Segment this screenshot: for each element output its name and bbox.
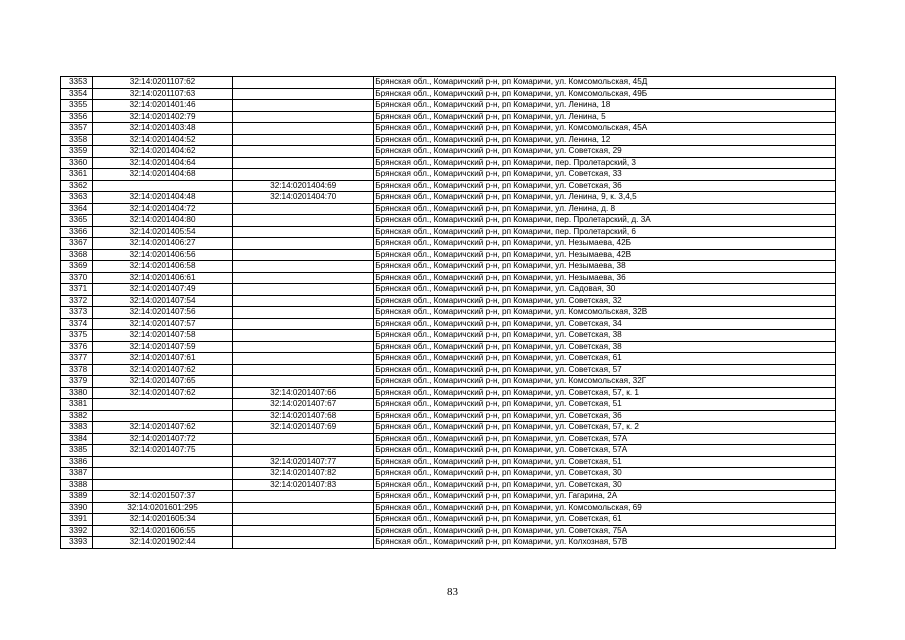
cadastral-number-cell: 32:14:0201401:46: [92, 100, 232, 112]
page-number: 83: [447, 586, 458, 598]
table-row: [61, 525, 836, 537]
related-cadastral-number-cell: 32:14:0201404:70: [233, 192, 374, 204]
row-number-cell: 3370: [61, 272, 93, 284]
address-cell: Брянская обл., Комаричский р-н, рп Комаричи, ул. Ленина, 9, к. 3,4,5: [374, 192, 836, 204]
cadastral-number-cell: 32:14:0201403:48: [92, 123, 232, 135]
related-cadastral-number-cell: [233, 272, 374, 284]
row-number-cell: 3381: [61, 399, 93, 411]
table-row: [61, 502, 836, 514]
address-cell: Брянская обл., Комаричский р-н, рп Комаричи, ул. Советская, 29: [374, 146, 836, 158]
related-cadastral-number-cell: [233, 226, 374, 238]
cadastral-number-cell: 32:14:0201405:54: [92, 226, 232, 238]
table-row: [61, 330, 836, 342]
row-number-cell: 3390: [61, 502, 93, 514]
address-cell: Брянская обл., Комаричский р-н, рп Комаричи, ул. Незымаева, 42Б: [374, 238, 836, 250]
row-number-cell: 3369: [61, 261, 93, 273]
related-cadastral-number-cell: [233, 284, 374, 296]
table-row: [61, 215, 836, 227]
row-number-cell: 3357: [61, 123, 93, 135]
related-cadastral-number-cell: [233, 445, 374, 457]
related-cadastral-number-cell: 32:14:0201407:68: [233, 410, 374, 422]
cadastral-number-cell: 32:14:0201407:58: [92, 330, 232, 342]
related-cadastral-number-cell: [233, 111, 374, 123]
address-cell: Брянская обл., Комаричский р-н, рп Комаричи, ул. Советская, 61: [374, 353, 836, 365]
related-cadastral-number-cell: [233, 146, 374, 158]
cadastral-number-cell: [92, 180, 232, 192]
table-row: [61, 353, 836, 365]
cadastral-number-cell: 32:14:0201601:295: [92, 502, 232, 514]
table-row: [61, 295, 836, 307]
row-number-cell: 3380: [61, 387, 93, 399]
table-row: [61, 146, 836, 158]
table-row: [61, 238, 836, 250]
row-number-cell: 3372: [61, 295, 93, 307]
related-cadastral-number-cell: [233, 364, 374, 376]
cadastral-number-cell: [92, 456, 232, 468]
address-cell: Брянская обл., Комаричский р-н, рп Комаричи, ул. Советская, 75А: [374, 525, 836, 537]
table-row: [61, 341, 836, 353]
table-row: [61, 134, 836, 146]
table-row: [61, 111, 836, 123]
table-row: [61, 537, 836, 549]
table-row: [61, 226, 836, 238]
cadastral-number-cell: 32:14:0201407:59: [92, 341, 232, 353]
row-number-cell: 3382: [61, 410, 93, 422]
address-cell: Брянская обл., Комаричский р-н, рп Комаричи, ул. Комсомольская, 32Г: [374, 376, 836, 388]
row-number-cell: 3353: [61, 77, 93, 89]
cadastral-number-cell: [92, 399, 232, 411]
related-cadastral-number-cell: [233, 203, 374, 215]
address-cell: Брянская обл., Комаричский р-н, рп Комаричи, ул. Советская, 32: [374, 295, 836, 307]
table-row: [61, 203, 836, 215]
table-row: [61, 456, 836, 468]
related-cadastral-number-cell: [233, 261, 374, 273]
row-number-cell: 3389: [61, 491, 93, 503]
address-cell: Брянская обл., Комаричский р-н, рп Комаричи, ул. Комсомольская, 49Б: [374, 88, 836, 100]
row-number-cell: 3365: [61, 215, 93, 227]
address-cell: Брянская обл., Комаричский р-н, рп Комаричи, ул. Советская, 38: [374, 341, 836, 353]
related-cadastral-number-cell: [233, 514, 374, 526]
table-row: [61, 180, 836, 192]
row-number-cell: 3361: [61, 169, 93, 181]
table-row: [61, 376, 836, 388]
row-number-cell: 3384: [61, 433, 93, 445]
table-row: [61, 123, 836, 135]
address-cell: Брянская обл., Комаричский р-н, рп Комаричи, ул. Садовая, 30: [374, 284, 836, 296]
cadastral-number-cell: 32:14:0201407:62: [92, 422, 232, 434]
cadastral-number-cell: 32:14:0201404:64: [92, 157, 232, 169]
row-number-cell: 3360: [61, 157, 93, 169]
address-cell: Брянская обл., Комаричский р-н, рп Комаричи, ул. Советская, 51: [374, 399, 836, 411]
address-cell: Брянская обл., Комаричский р-н, рп Комаричи, ул. Ленина, 12: [374, 134, 836, 146]
related-cadastral-number-cell: [233, 295, 374, 307]
cadastral-number-cell: 32:14:0201407:56: [92, 307, 232, 319]
table-row: [61, 410, 836, 422]
address-cell: Брянская обл., Комаричский р-н, рп Комаричи, ул. Комсомольская, 45А: [374, 123, 836, 135]
related-cadastral-number-cell: [233, 376, 374, 388]
cadastral-number-cell: 32:14:0201407:72: [92, 433, 232, 445]
address-cell: Брянская обл., Комаричский р-н, рп Комаричи, ул. Советская, 30: [374, 468, 836, 480]
related-cadastral-number-cell: [233, 77, 374, 89]
row-number-cell: 3355: [61, 100, 93, 112]
registry-table: [60, 76, 836, 549]
address-cell: Брянская обл., Комаричский р-н, рп Комаричи, ул. Советская, 57, к. 2: [374, 422, 836, 434]
related-cadastral-number-cell: [233, 100, 374, 112]
table-row: [61, 422, 836, 434]
address-cell: Брянская обл., Комаричский р-н, рп Комаричи, ул. Незымаева, 38: [374, 261, 836, 273]
row-number-cell: 3366: [61, 226, 93, 238]
cadastral-number-cell: 32:14:0201402:79: [92, 111, 232, 123]
cadastral-number-cell: [92, 410, 232, 422]
related-cadastral-number-cell: 32:14:0201407:69: [233, 422, 374, 434]
row-number-cell: 3363: [61, 192, 93, 204]
table-row: [61, 468, 836, 480]
table-row: [61, 445, 836, 457]
address-cell: Брянская обл., Комаричский р-н, рп Комаричи, ул. Ленина, 5: [374, 111, 836, 123]
address-cell: Брянская обл., Комаричский р-н, рп Комаричи, ул. Незымаева, 42В: [374, 249, 836, 261]
table-row: [61, 307, 836, 319]
cadastral-number-cell: 32:14:0201407:57: [92, 318, 232, 330]
row-number-cell: 3358: [61, 134, 93, 146]
cadastral-number-cell: 32:14:0201107:63: [92, 88, 232, 100]
address-cell: Брянская обл., Комаричский р-н, рп Комаричи, ул. Комсомольская, 32В: [374, 307, 836, 319]
related-cadastral-number-cell: [233, 215, 374, 227]
table-row: [61, 272, 836, 284]
cadastral-number-cell: [92, 468, 232, 480]
row-number-cell: 3374: [61, 318, 93, 330]
related-cadastral-number-cell: [233, 238, 374, 250]
row-number-cell: 3359: [61, 146, 93, 158]
cadastral-number-cell: 32:14:0201107:62: [92, 77, 232, 89]
cadastral-number-cell: 32:14:0201404:48: [92, 192, 232, 204]
cadastral-number-cell: 32:14:0201407:61: [92, 353, 232, 365]
row-number-cell: 3387: [61, 468, 93, 480]
table-row: [61, 284, 836, 296]
table-row: [61, 399, 836, 411]
row-number-cell: 3379: [61, 376, 93, 388]
table-row: [61, 169, 836, 181]
related-cadastral-number-cell: [233, 341, 374, 353]
cadastral-number-cell: [92, 479, 232, 491]
row-number-cell: 3354: [61, 88, 93, 100]
address-cell: Брянская обл., Комаричский р-н, рп Комаричи, ул. Незымаева, 36: [374, 272, 836, 284]
address-cell: Брянская обл., Комаричский р-н, рп Комаричи, ул. Советская, 57: [374, 364, 836, 376]
address-cell: Брянская обл., Комаричский р-н, рп Комаричи, ул. Комсомольская, 45Д: [374, 77, 836, 89]
related-cadastral-number-cell: 32:14:0201407:77: [233, 456, 374, 468]
address-cell: Брянская обл., Комаричский р-н, рп Комаричи, ул. Советская, 57А: [374, 433, 836, 445]
row-number-cell: 3362: [61, 180, 93, 192]
related-cadastral-number-cell: [233, 307, 374, 319]
address-cell: Брянская обл., Комаричский р-н, рп Комаричи, ул. Советская, 34: [374, 318, 836, 330]
related-cadastral-number-cell: [233, 537, 374, 549]
cadastral-number-cell: 32:14:0201605:34: [92, 514, 232, 526]
cadastral-number-cell: 32:14:0201407:62: [92, 387, 232, 399]
cadastral-number-cell: 32:14:0201407:65: [92, 376, 232, 388]
cadastral-number-cell: 32:14:0201404:62: [92, 146, 232, 158]
table-row: [61, 491, 836, 503]
table-row: [61, 77, 836, 89]
address-cell: Брянская обл., Комаричский р-н, рп Комаричи, ул. Колхозная, 57В: [374, 537, 836, 549]
row-number-cell: 3368: [61, 249, 93, 261]
cadastral-number-cell: 32:14:0201406:27: [92, 238, 232, 250]
row-number-cell: 3356: [61, 111, 93, 123]
row-number-cell: 3375: [61, 330, 93, 342]
cadastral-number-cell: 32:14:0201407:75: [92, 445, 232, 457]
row-number-cell: 3367: [61, 238, 93, 250]
address-cell: Брянская обл., Комаричский р-н, рп Комаричи, пер. Пролетарский, 3: [374, 157, 836, 169]
table-row: [61, 364, 836, 376]
related-cadastral-number-cell: [233, 353, 374, 365]
cadastral-number-cell: 32:14:0201406:58: [92, 261, 232, 273]
row-number-cell: 3377: [61, 353, 93, 365]
cadastral-number-cell: 32:14:0201407:49: [92, 284, 232, 296]
table-row: [61, 433, 836, 445]
address-cell: Брянская обл., Комаричский р-н, рп Комаричи, ул. Советская, 30: [374, 479, 836, 491]
related-cadastral-number-cell: [233, 433, 374, 445]
related-cadastral-number-cell: 32:14:0201407:83: [233, 479, 374, 491]
address-cell: Брянская обл., Комаричский р-н, рп Комаричи, ул. Советская, 57, к. 1: [374, 387, 836, 399]
table-row: [61, 318, 836, 330]
address-cell: Брянская обл., Комаричский р-н, рп Комаричи, ул. Гагарина, 2А: [374, 491, 836, 503]
address-cell: Брянская обл., Комаричский р-н, рп Комаричи, ул. Ленина, д. 8: [374, 203, 836, 215]
row-number-cell: 3371: [61, 284, 93, 296]
cadastral-number-cell: 32:14:0201404:80: [92, 215, 232, 227]
row-number-cell: 3383: [61, 422, 93, 434]
related-cadastral-number-cell: [233, 157, 374, 169]
row-number-cell: 3364: [61, 203, 93, 215]
cadastral-number-cell: 32:14:0201404:68: [92, 169, 232, 181]
row-number-cell: 3378: [61, 364, 93, 376]
table-row: [61, 192, 836, 204]
address-cell: Брянская обл., Комаричский р-н, рп Комаричи, ул. Советская, 61: [374, 514, 836, 526]
related-cadastral-number-cell: [233, 330, 374, 342]
table-row: [61, 249, 836, 261]
address-cell: Брянская обл., Комаричский р-н, рп Комаричи, ул. Советская, 57А: [374, 445, 836, 457]
registry-table-body: [61, 77, 836, 549]
row-number-cell: 3373: [61, 307, 93, 319]
table-row: [61, 479, 836, 491]
cadastral-number-cell: 32:14:0201407:54: [92, 295, 232, 307]
address-cell: Брянская обл., Комаричский р-н, рп Комаричи, ул. Советская, 33: [374, 169, 836, 181]
table-row: [61, 514, 836, 526]
cadastral-number-cell: 32:14:0201606:55: [92, 525, 232, 537]
row-number-cell: 3391: [61, 514, 93, 526]
table-row: [61, 387, 836, 399]
cadastral-number-cell: 32:14:0201507:37: [92, 491, 232, 503]
cadastral-number-cell: 32:14:0201407:62: [92, 364, 232, 376]
row-number-cell: 3388: [61, 479, 93, 491]
address-cell: Брянская обл., Комаричский р-н, рп Комаричи, ул. Советская, 38: [374, 330, 836, 342]
related-cadastral-number-cell: 32:14:0201404:69: [233, 180, 374, 192]
address-cell: Брянская обл., Комаричский р-н, рп Комаричи, ул. Ленина, 18: [374, 100, 836, 112]
address-cell: Брянская обл., Комаричский р-н, рп Комаричи, ул. Советская, 36: [374, 410, 836, 422]
related-cadastral-number-cell: [233, 318, 374, 330]
related-cadastral-number-cell: [233, 525, 374, 537]
address-cell: Брянская обл., Комаричский р-н, рп Комаричи, ул. Советская, 36: [374, 180, 836, 192]
table-row: [61, 261, 836, 273]
address-cell: Брянская обл., Комаричский р-н, рп Комаричи, ул. Советская, 51: [374, 456, 836, 468]
related-cadastral-number-cell: [233, 88, 374, 100]
row-number-cell: 3392: [61, 525, 93, 537]
table-row: [61, 88, 836, 100]
related-cadastral-number-cell: [233, 491, 374, 503]
cadastral-number-cell: 32:14:0201902:44: [92, 537, 232, 549]
address-cell: Брянская обл., Комаричский р-н, рп Комаричи, пер. Пролетарский, д. 3А: [374, 215, 836, 227]
related-cadastral-number-cell: 32:14:0201407:82: [233, 468, 374, 480]
cadastral-number-cell: 32:14:0201406:61: [92, 272, 232, 284]
related-cadastral-number-cell: 32:14:0201407:67: [233, 399, 374, 411]
cadastral-number-cell: 32:14:0201406:56: [92, 249, 232, 261]
related-cadastral-number-cell: [233, 249, 374, 261]
table-row: [61, 100, 836, 112]
row-number-cell: 3386: [61, 456, 93, 468]
cadastral-number-cell: 32:14:0201404:72: [92, 203, 232, 215]
address-cell: Брянская обл., Комаричский р-н, рп Комаричи, пер. Пролетарский, 6: [374, 226, 836, 238]
cadastral-number-cell: 32:14:0201404:52: [92, 134, 232, 146]
related-cadastral-number-cell: [233, 169, 374, 181]
related-cadastral-number-cell: [233, 134, 374, 146]
related-cadastral-number-cell: [233, 123, 374, 135]
related-cadastral-number-cell: [233, 502, 374, 514]
row-number-cell: 3385: [61, 445, 93, 457]
related-cadastral-number-cell: 32:14:0201407:66: [233, 387, 374, 399]
address-cell: Брянская обл., Комаричский р-н, рп Комаричи, ул. Комсомольская, 69: [374, 502, 836, 514]
row-number-cell: 3393: [61, 537, 93, 549]
row-number-cell: 3376: [61, 341, 93, 353]
table-row: [61, 157, 836, 169]
